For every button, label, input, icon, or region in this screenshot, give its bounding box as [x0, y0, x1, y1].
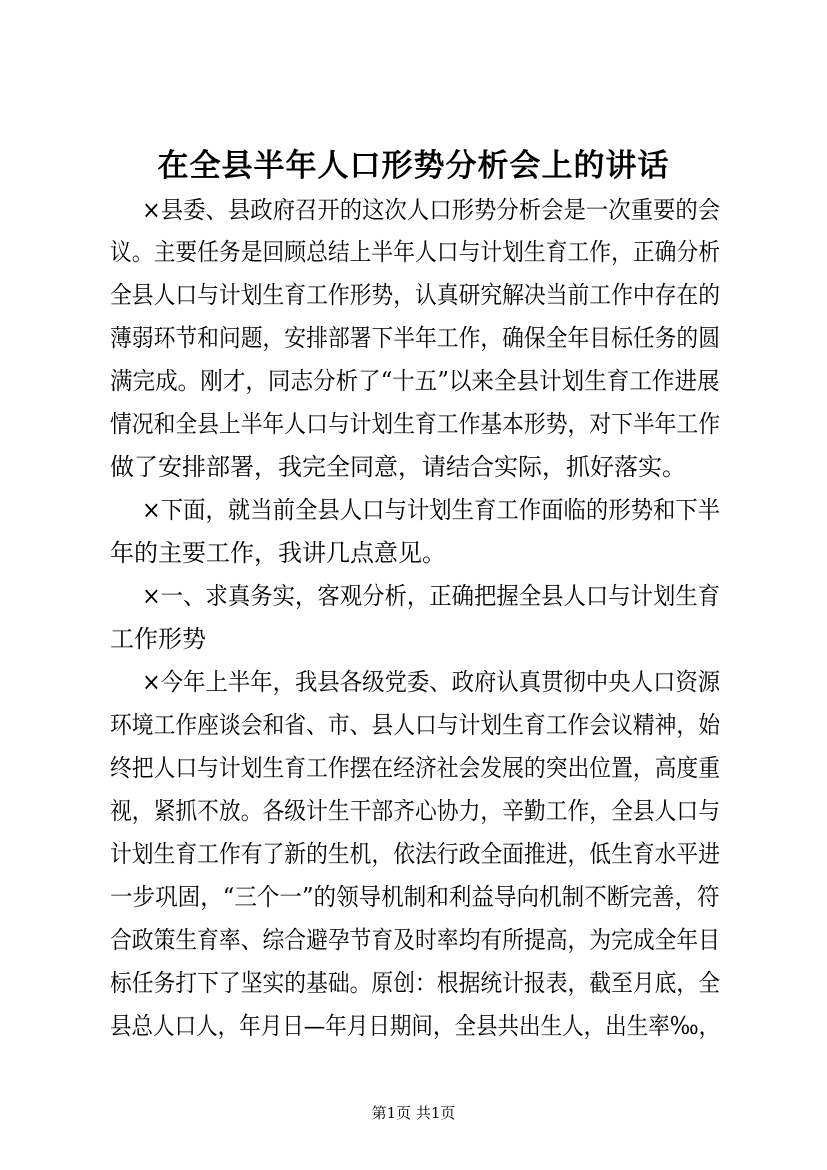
- body-line: 年的主要工作，我讲几点意见。: [110, 539, 446, 567]
- body-line: 视，紧抓不放。各级计生干部齐心协力，辛勤工作，全县人口与: [110, 797, 720, 825]
- body-line: 全县人口与计划生育工作形势，认真研究解决当前工作中存在的: [110, 281, 720, 309]
- body-line: ×县委、县政府召开的这次人口形势分析会是一次重要的会: [142, 196, 721, 224]
- body-line: 环境工作座谈会和省、市、县人口与计划生育工作会议精神，始: [110, 711, 720, 739]
- body-line: 标任务打下了坚实的基础。原创：根据统计报表，截至月底，全: [110, 969, 720, 997]
- body-line: ×下面，就当前全县人口与计划生育工作面临的形势和下半: [142, 496, 721, 524]
- body-line: 合政策生育率、综合避孕节育及时率均有所提高，为完成全年目: [110, 926, 720, 954]
- body-line: 县总人口人，年月日—年月日期间，全县共出生人，出生率‰，: [110, 1012, 721, 1040]
- body-line: ×一、求真务实，客观分析，正确把握全县人口与计划生育: [142, 582, 721, 610]
- body-line: 满完成。刚才，同志分析了“十五”以来全县计划生育工作进展: [110, 367, 720, 395]
- body-line: 一步巩固，“三个一”的领导机制和利益导向机制不断完善，符: [110, 883, 720, 911]
- body-line: 工作形势: [110, 625, 206, 653]
- page-number-footer: 第1页 共1页: [371, 1104, 456, 1122]
- body-line: 薄弱环节和问题，安排部署下半年工作，确保全年目标任务的圆: [110, 324, 720, 352]
- document-title: 在全县半年人口形势分析会上的讲话: [157, 148, 670, 184]
- body-line: 做了安排部署，我完全同意，请结合实际，抓好落实。: [110, 453, 686, 481]
- body-line: 计划生育工作有了新的生机，依法行政全面推进，低生育水平进: [110, 840, 720, 868]
- body-line: 终把人口与计划生育工作摆在经济社会发展的突出位置，高度重: [110, 754, 720, 782]
- body-line: 情况和全县上半年人口与计划生育工作基本形势，对下半年工作: [110, 410, 720, 438]
- body-line: ×今年上半年，我县各级党委、政府认真贯彻中央人口资源: [142, 668, 721, 696]
- body-line: 议。主要任务是回顾总结上半年人口与计划生育工作，正确分析: [110, 238, 720, 266]
